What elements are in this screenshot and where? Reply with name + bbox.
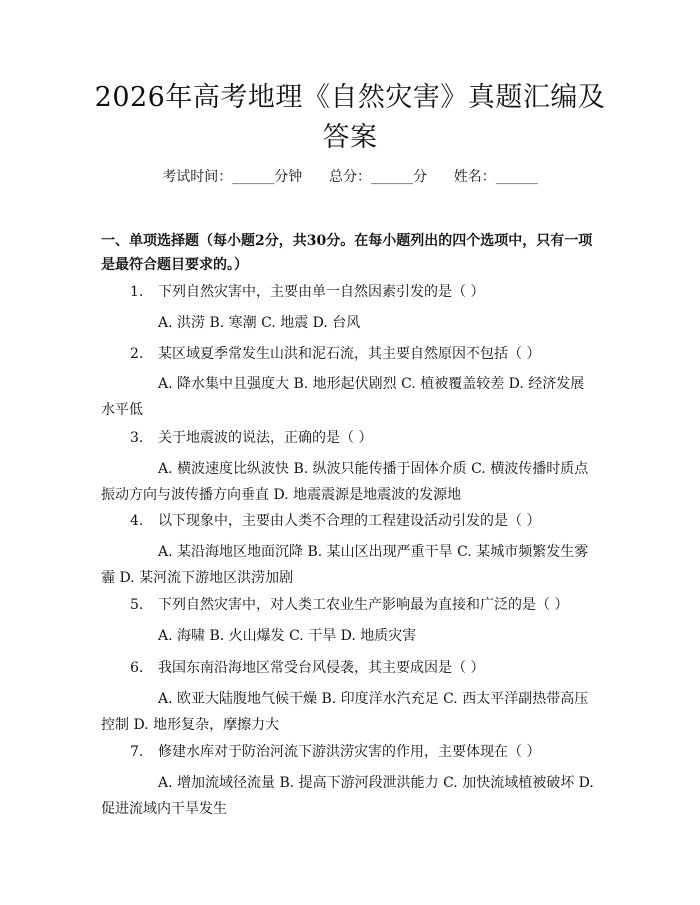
name-label: 姓名： [453,169,496,185]
question-text: 关于地震波的说法，正确的是（ ） [158,430,373,446]
question-number: 3. [130,430,144,446]
exam-time-blank: ______ [232,169,275,185]
question-6-stem [130,657,600,679]
question-number: 6. [130,660,144,676]
question-number: 2. [130,346,144,362]
question-5-options: A. 海啸 B. 火山爆发 C. 干旱 D. 地质灾害 [158,628,417,644]
question-text: 修建水库对于防治河流下游洪涝灾害的作用，主要体现在（ ） [158,744,541,760]
question-text: 我国东南沿海地区常受台风侵袭，其主要成因是（ ） [158,660,485,676]
page-title: 2026年高考地理《自然灾害》真题汇编及答案 [94,82,606,153]
name-blank: ______ [495,169,538,185]
question-3-stem [130,427,600,449]
question-2-stem [130,343,600,365]
exam-info-line [0,166,700,188]
exam-time-label: 考试时间： [162,169,233,185]
question-5-stem [130,594,600,616]
question-text: 下列自然灾害中，对人类工农业生产影响最为直接和广泛的是（ ） [158,597,569,613]
score-blank: ______ [371,169,413,185]
question-number: 1. [130,284,144,300]
question-4-stem [130,510,600,532]
section-heading: 一、单项选择题（每小题2分，共30分。在每小题列出的四个选项中，只有一项是最符合题目要求的。） [101,233,593,273]
question-6-options: A. 欧亚大陆腹地气候干燥 B. 印度洋水汽充足 C. 西太平洋副热带高压控制 D. 地形复杂，摩擦力大 [101,691,589,733]
question-2-options: A. 降水集中且强度大 B. 地形起伏剧烈 C. 植被覆盖较差 D. 经济发展水平低 [101,376,585,418]
question-number: 4. [130,513,144,529]
question-text: 以下现象中，主要由人类不合理的工程建设活动引发的是（ ） [158,513,541,529]
question-7-options: A. 增加流域径流量 B. 提高下游河段泄洪能力 C. 加快流域植被破坏 D. 促进流域内干旱发生 [101,775,594,817]
question-text: 某区域夏季常发生山洪和泥石流，其主要自然原因不包括（ ） [158,346,541,362]
score-unit: 分 [413,169,427,185]
question-3-options: A. 横波速度比纵波快 B. 纵波只能传播于固体介质 C. 横波传播时质点振动方向与波传播方向垂直 D. 地震震源是地震波的发源地 [101,461,589,503]
score-label: 总分： [329,169,371,185]
question-7-stem [130,741,600,763]
question-4-options: A. 某沿海地区地面沉降 B. 某山区出现严重干旱 C. 某城市频繁发生雾霾 D. 某河流下游地区洪涝加剧 [101,544,589,586]
exam-time-unit: 分钟 [274,169,303,185]
question-1-stem [130,281,600,303]
question-number: 5. [130,597,144,613]
question-number: 7. [130,744,144,760]
question-1-options: A. 洪涝 B. 寒潮 C. 地震 D. 台风 [158,315,361,331]
question-text: 下列自然灾害中，主要由单一自然因素引发的是（ ） [158,284,485,300]
